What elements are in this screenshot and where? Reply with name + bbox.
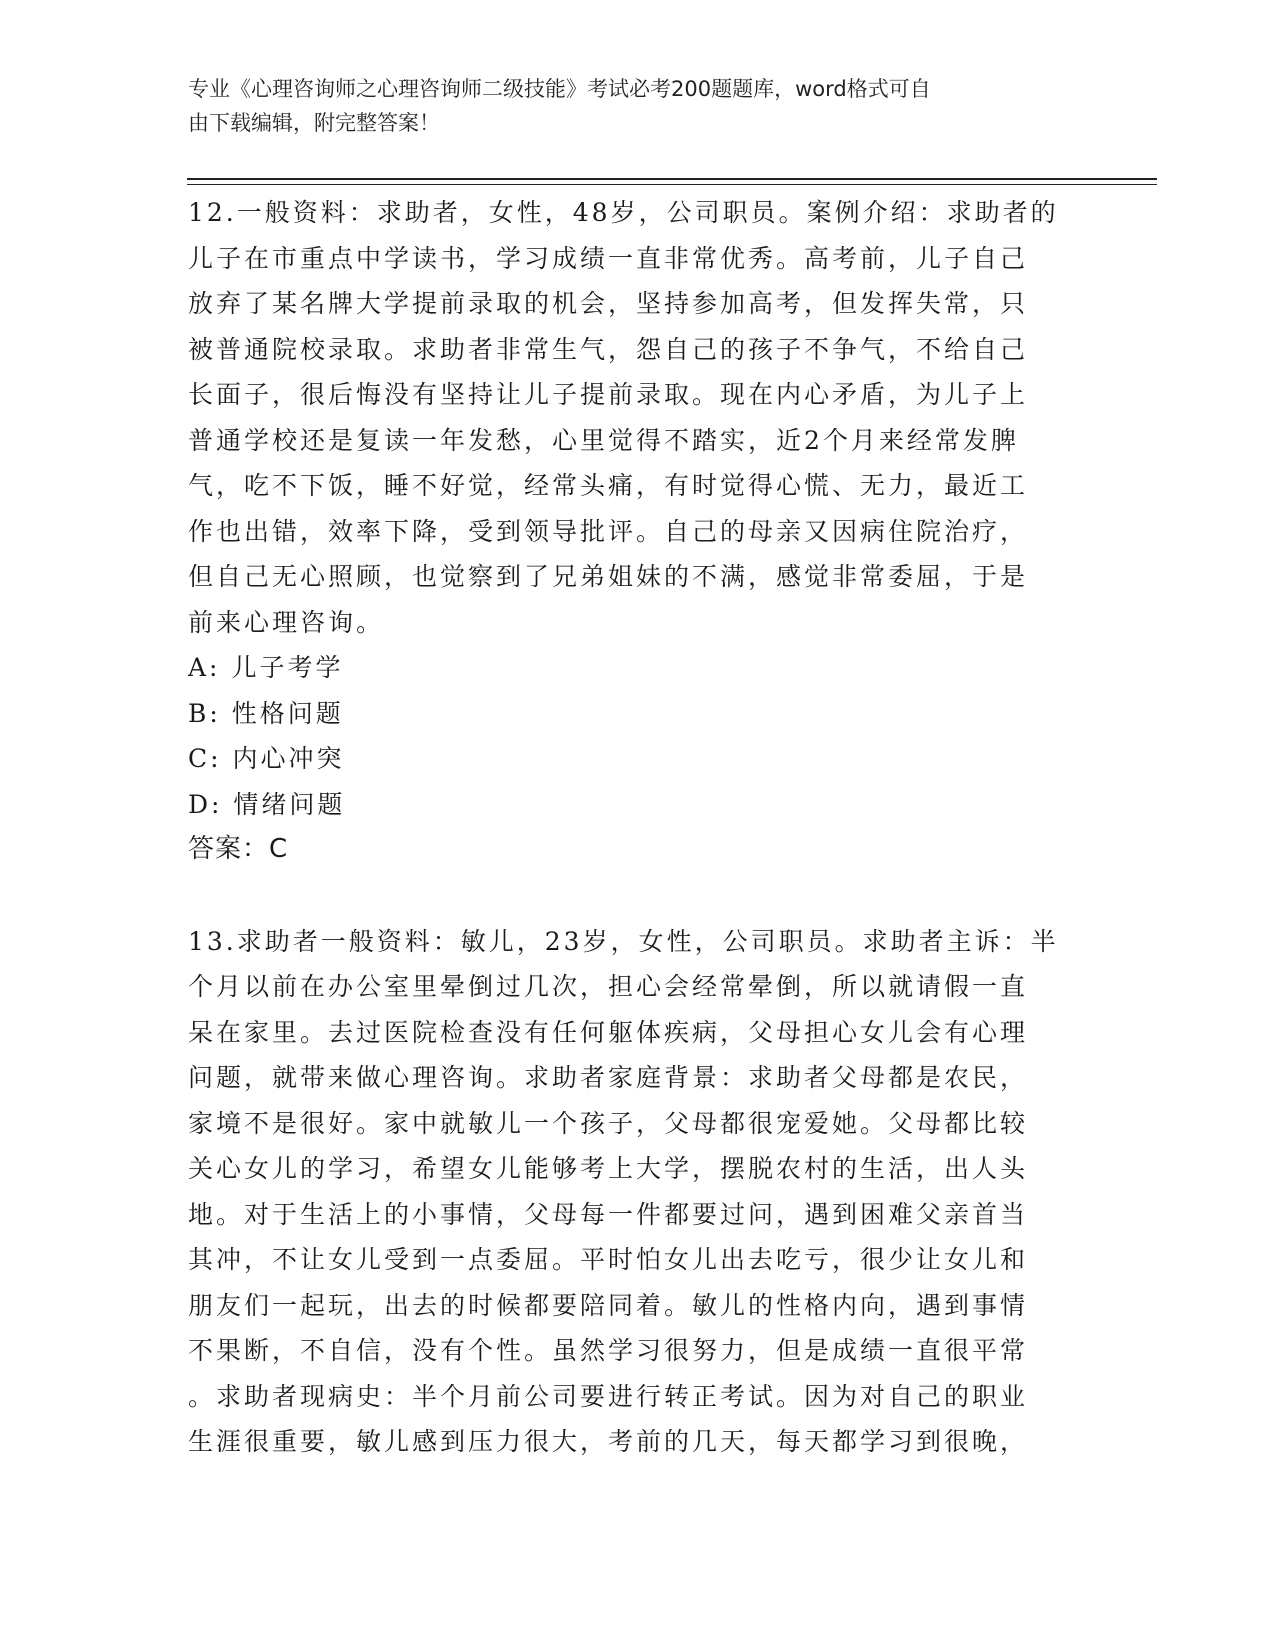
question-text-line: 儿子在市重点中学读书，学习成绩一直非常优秀。高考前，儿子自己 [188, 243, 1029, 273]
question-text-line: 放弃了某名牌大学提前录取的机会，坚持参加高考，但发挥失常，只 [188, 289, 1029, 318]
option-text: 性格问题 [231, 698, 344, 728]
option-label: D: [188, 789, 223, 819]
option-text: 内心冲突 [232, 744, 345, 773]
question-text-line: 问题，就带来做心理咨询。求助者家庭背景：求助者父母都是农民， [188, 1063, 1029, 1092]
question-text-line: 关心女儿的学习，希望女儿能够考上大学，摆脱农村的生活，出人头 [188, 1154, 1029, 1183]
option-text: 情绪问题 [233, 789, 346, 819]
header-divider-thick [187, 178, 1157, 180]
option-d [188, 782, 1068, 828]
question-text-line: 朋友们一起玩，出去的时候都要陪同着。敏儿的性格内向，遇到事情 [188, 1290, 1029, 1320]
question-text-line: 13.求助者一般资料：敏儿，23岁，女性，公司职员。求助者主诉：半 [188, 926, 1059, 956]
question-text-line: 地。对于生活上的小事情，父母每一件都要过问，遇到困难父亲首当 [188, 1199, 1029, 1229]
question-number: 13. [188, 926, 237, 956]
question-text-line: 但自己无心照顾，也觉察到了兄弟姐妹的不满，感觉非常委屈，于是 [188, 562, 1029, 591]
question-text-line: 作也出错，效率下降，受到领导批评。自己的母亲又因病住院治疗， [188, 516, 1029, 546]
question-text-line: 呆在家里。去过医院检查没有任何躯体疾病，父母担心女儿会有心理 [188, 1017, 1029, 1047]
option-text: 儿子考学 [231, 653, 344, 682]
question-text-line: 气，吃不下饭，睡不好觉，经常头痛，有时觉得心慌、无力，最近工 [188, 471, 1029, 500]
header-line-2: 由下载编辑，附完整答案！ [188, 111, 440, 135]
option-label: B: [188, 698, 221, 728]
question-text-line: 家境不是很好。家中就敏儿一个孩子，父母都很宠爱她。父母都比较 [188, 1108, 1029, 1138]
page-header [188, 72, 1068, 140]
option-label: C: [188, 744, 222, 773]
question-text-line: 不果断，不自信，没有个性。虽然学习很努力，但是成绩一直很平常 [188, 1336, 1029, 1365]
question-list [188, 190, 1068, 1465]
question-text-line: 普通学校还是复读一年发愁，心里觉得不踏实，近2个月来经常发脾 [188, 425, 1019, 455]
question-text-line: 前来心理咨询。 [188, 607, 385, 637]
question-12 [188, 190, 1068, 873]
question-text-line: 其冲，不让女儿受到一点委屈。平时怕女儿出去吃亏，很少让女儿和 [188, 1245, 1029, 1274]
question-13 [188, 919, 1068, 1465]
question-text-line: 个月以前在办公室里晕倒过几次，担心会经常晕倒，所以就请假一直 [188, 972, 1029, 1001]
question-number: 12. [188, 198, 237, 227]
question-text-line: 生涯很重要，敏儿感到压力很大，考前的几天，每天都学习到很晚， [188, 1427, 1029, 1456]
answer-line: 答案：C [188, 834, 289, 864]
question-text-line: 长面子，很后悔没有坚持让儿子提前录取。现在内心矛盾，为儿子上 [188, 380, 1029, 409]
question-text-line: 12.一般资料：求助者，女性，48岁，公司职员。案例介绍：求助者的 [188, 198, 1059, 227]
header-line-1: 专业《心理咨询师之心理咨询师二级技能》考试必考200题题库，word格式可自 [188, 77, 931, 101]
header-divider-thin [187, 184, 1157, 185]
option-label: A: [188, 653, 221, 682]
question-text-line: 被普通院校录取。求助者非常生气，怨自己的孩子不争气，不给自己 [188, 334, 1029, 364]
option-a [188, 645, 1068, 691]
question-text-line: 。求助者现病史：半个月前公司要进行转正考试。因为对自己的职业 [188, 1381, 1029, 1411]
option-c [188, 736, 1068, 782]
option-b [188, 691, 1068, 737]
